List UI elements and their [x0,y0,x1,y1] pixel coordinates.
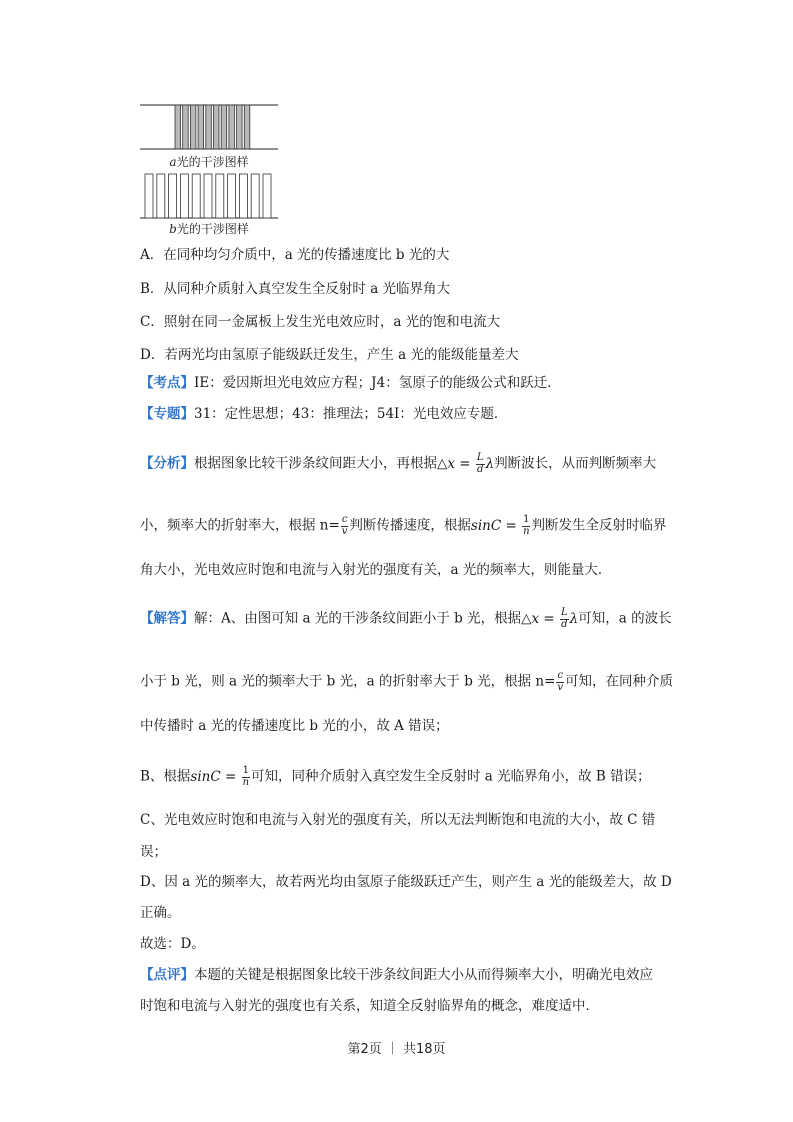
jieda-line-4: B、根据sinC = $\frac{1}{n}$ 可知，同种介质射入真空发生全反射时 a 光临界角小，故 B 错误； [140,765,651,788]
jieda-line-1: 【解答】解：A、由图可知 a 光的干涉条纹间距小于 b 光，根据△x = $\frac{L}{d}$ λ可知，a 的波长 [140,607,672,630]
page-footer: 第2页 ｜ 共18页 [347,1042,446,1057]
fringe-bar [263,174,271,218]
fenxi-line-1: 【分析】根据图象比较干涉条纹间距大小，再根据△x = $\frac{L}{d}$ λ判断波长，从而判断频率大 [140,452,657,475]
fringe-bar [237,105,243,149]
fringe-bar [183,105,189,149]
zhuanti-text: 31：定性思想；43：推理法；54I：光电效应专题． [194,406,508,422]
figure-a-caption: a光的干涉图样 [169,155,249,169]
fringe-bar [192,174,200,218]
option-d: D．若两光均由氢原子能级跃迁发生，产生 a 光的能级能量差大 [140,347,519,363]
fringe-bar [190,105,196,149]
fringe-bar [244,105,250,149]
fringe-bar [216,174,224,218]
jieda-line-5: C、光电效应时饱和电流与入射光的强度有关，所以无法判断饱和电流的大小，故 C 错 [140,812,656,828]
fringe-bar [175,105,181,149]
zhuanti-line [140,408,507,422]
formula-fringe-spacing: x = $\frac{L}{d}$ λ [447,452,495,475]
dianping-line-1: 【点评】本题的关键是根据图象比较干涉条纹间距大小从而得频率大小，明确光电效应 [140,967,653,983]
formula-n-c-over-v: $\frac{c}{v}$ [341,514,348,537]
jieda-line-6: 误； [140,844,167,860]
formula-fringe-spacing-2: x = $\frac{L}{d}$ λ [531,607,579,630]
dianping-line-2: 时饱和电流与入射光的强度也有关系，知道全反射临界角的概念，难度适中． [140,998,599,1014]
kaodian-tag: 【考点】 [140,375,194,391]
fringe-bar [145,174,153,218]
fringe-bar [228,174,236,218]
fringe-bar [157,174,165,218]
interference-pattern-a [140,104,278,152]
formula-sinc: sinC = $\frac{1}{n}$ [470,514,530,537]
option-a: A．在同种均匀介质中，a 光的传播速度比 b 光的大 [140,247,450,263]
fringe-bar [229,105,235,149]
fringe-bar [169,174,177,218]
fringe-bar [239,174,247,218]
fringe-bar [206,105,212,149]
fenxi-line-2: 小，频率大的折射率大，根据 n= $\frac{c}{v}$ 判断传播速度，根据sinC = $\frac{1}{n}$ 判断发生全反射时临界 [140,514,667,537]
fringe-bar [198,105,204,149]
fringe-bar [180,174,188,218]
jieda-line-9: 故选：D。 [140,936,205,952]
jieda-line-3: 中传播时 a 光的传播速度比 b 光的小，故 A 错误； [140,718,449,734]
fringe-bar [214,105,220,149]
interference-figure-b [140,173,278,236]
fringe-bar [204,174,212,218]
kaodian-line [140,377,561,391]
option-c: C．照射在同一金属板上发生光电效应时，a 光的饱和电流大 [140,314,501,330]
interference-figure-a [140,104,278,169]
interference-pattern-b [140,173,278,219]
fringe-bar [221,105,227,149]
jieda-line-2: 小于 b 光，则 a 光的频率大于 b 光，a 的折射率大于 b 光，根据 n= $\frac{c}{v}$ 可知，在同种介质 [140,670,674,693]
figure-b-caption: b光的干涉图样 [169,222,249,236]
fringe-bar [251,174,259,218]
option-b: B．从同种介质射入真空发生全反射时 a 光临界角大 [140,281,451,297]
kaodian-text: IE：爱因斯坦光电效应方程；J4：氢原子的能级公式和跃迁． [194,375,561,391]
fenxi-line-3: 角大小，光电效应时饱和电流与入射光的强度有关，a 光的频率大，则能量大． [140,562,612,578]
formula-sinc-2: sinC = $\frac{1}{n}$ [190,765,250,788]
fenxi-tag: 【分析】 [140,455,194,472]
formula-n-c-over-v-2: $\frac{c}{v}$ [557,670,564,693]
zhuanti-tag: 【专题】 [140,406,194,422]
jieda-line-8: 正确。 [140,905,181,921]
dianping-tag: 【点评】 [140,967,194,983]
jieda-line-7: D、因 a 光的频率大，故若两光均由氢原子能级跃迁产生，则产生 a 光的能级差大，故 D [140,874,672,890]
jieda-tag: 【解答】 [140,610,194,627]
